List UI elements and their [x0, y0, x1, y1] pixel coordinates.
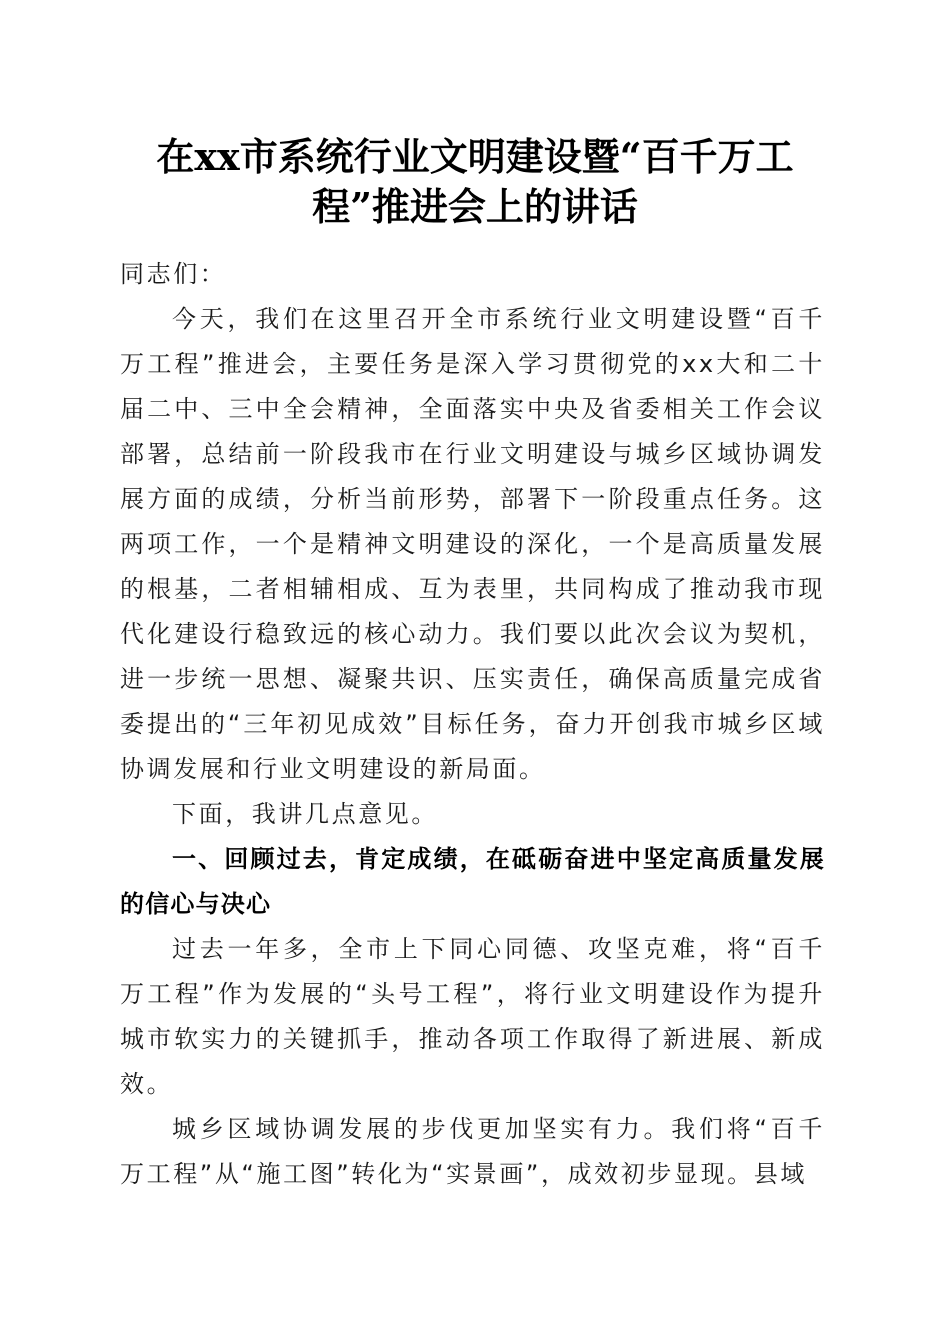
- salutation: 同志们：: [120, 260, 227, 288]
- transition-paragraph: 下面，我讲几点意见。: [172, 800, 438, 828]
- section-paragraph: 过去一年多，全市上下同心同德、攻坚克难，将“百千万工程”作为发展的“头号工程”，将行业文明建设作为提升城市软实力的关键抓手，推动各项工作取得了新进展、新成效。: [120, 935, 825, 1098]
- document-body: [120, 252, 825, 1197]
- title-line-1: 在xx市系统行业文明建设暨“百千万工: [156, 134, 794, 179]
- document-title: [150, 132, 800, 232]
- section-paragraph: 城乡区域协调发展的步伐更加坚实有力。我们将“百千万工程”从“施工图”转化为“实景画”，成效初步显现。县域: [120, 1115, 825, 1188]
- intro-paragraph: 今天，我们在这里召开全市系统行业文明建设暨“百千万工程”推进会，主要任务是深入学习贯彻党的xx大和二十届二中、三中全会精神，全面落实中央及省委相关工作会议部署，总结前一阶段我市在行业文明建设与城乡区域协调发展方面的成绩，分析当前形势，部署下一阶段重点任务。这两项工作，一个是精神文明建设的深化，一个是高质量发展的根基，二者相辅相成、互为表里，共同构成了推动我市现代化建设行稳致远的核心动力。我们要以此次会议为契机，进一步统一思想、凝聚共识、压实责任，确保高质量完成省委提出的“三年初见成效”目标任务，奋力开创我市城乡区域协调发展和行业文明建设的新局面。: [120, 305, 825, 783]
- title-line-2: 程”推进会上的讲话: [312, 184, 638, 229]
- section-heading: 一、回顾过去，肯定成绩，在砥砺奋进中坚定高质量发展的信心与决心: [120, 845, 825, 918]
